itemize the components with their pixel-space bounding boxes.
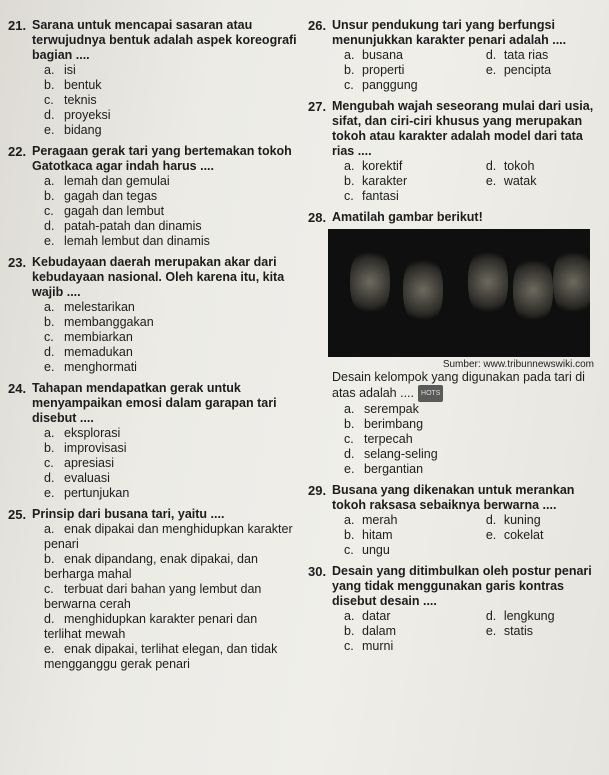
answer-options (344, 513, 604, 558)
photo-caption: Sumber: www.tribunnewswiki.com (442, 359, 594, 370)
option-text: lemah dan gemulai (64, 174, 170, 188)
question-number: 28. (308, 210, 327, 225)
answer-option[interactable] (486, 48, 604, 63)
option-text: pencipta (503, 63, 552, 77)
answer-option[interactable] (486, 174, 604, 189)
option-text: gagah dan tegas (64, 189, 158, 203)
answer-options (344, 159, 604, 204)
option-text: isi (64, 63, 76, 77)
answer-options (344, 402, 604, 477)
answer-option[interactable] (44, 234, 298, 249)
question-28 (308, 210, 604, 477)
answer-option[interactable] (44, 63, 298, 78)
option-letter: b. (44, 441, 55, 455)
option-text: lengkung (503, 609, 555, 623)
option-text: patah-patah dan dinamis (64, 219, 202, 233)
question-text: Busana yang dikenakan untuk merankan tokoh raksasa sebaiknya berwarna .... (332, 483, 575, 512)
option-letter: d. (485, 609, 497, 623)
option-letter: d. (485, 513, 497, 527)
option-text: statis (503, 624, 533, 638)
option-text: dalam (362, 624, 397, 638)
option-text: serempak (364, 402, 419, 416)
option-text: bidang (64, 123, 102, 137)
option-letter: a. (44, 174, 55, 188)
option-letter: a. (44, 63, 55, 77)
option-letter: b. (44, 552, 55, 566)
option-letter: e. (485, 63, 497, 77)
answer-option[interactable] (44, 612, 298, 642)
option-text: evaluasi (64, 471, 110, 485)
option-text: teknis (64, 93, 97, 107)
question-26 (308, 18, 604, 93)
answer-option[interactable] (344, 417, 604, 432)
option-text: membiarkan (64, 330, 133, 344)
option-text: busana (362, 48, 404, 62)
option-letter: d. (344, 447, 355, 461)
dance-photo (328, 229, 590, 357)
question-27 (308, 99, 604, 204)
question-text: Prinsip dari busana tari, yaitu .... (32, 507, 225, 521)
hots-badge: HOTS (418, 385, 443, 402)
option-letter: a. (44, 426, 55, 440)
question-25 (8, 507, 298, 672)
question-number: 24. (8, 381, 27, 396)
option-text: datar (362, 609, 391, 623)
answer-option[interactable] (344, 432, 604, 447)
dancer-figure (513, 255, 553, 325)
option-text: korektif (362, 159, 403, 173)
answer-option[interactable] (486, 609, 604, 624)
question-text: Sarana untuk mencapai sasaran atau terwujudnya bentuk adalah aspek koreografi bagian .... (32, 18, 297, 62)
answer-option[interactable] (486, 543, 604, 558)
answer-option[interactable] (44, 174, 298, 189)
option-text: pertunjukan (64, 486, 130, 500)
answer-option[interactable] (44, 315, 298, 330)
answer-option[interactable] (344, 447, 604, 462)
option-text: memadukan (64, 345, 133, 359)
answer-options (44, 300, 298, 375)
option-text: gagah dan lembut (64, 204, 165, 218)
dancer-figure (403, 255, 443, 325)
option-text: enak dipakai dan menghidupkan karakter penari (44, 522, 293, 551)
option-letter: a. (44, 522, 55, 536)
option-letter: b. (344, 528, 355, 542)
option-letter: e. (344, 462, 355, 476)
option-letter: c. (44, 582, 54, 596)
option-text: cokelat (503, 528, 544, 542)
answer-option[interactable] (486, 78, 604, 93)
answer-option[interactable] (344, 63, 486, 78)
question-23 (8, 255, 298, 375)
answer-option[interactable] (44, 300, 298, 315)
option-letter: b. (344, 624, 355, 638)
answer-option[interactable] (44, 426, 298, 441)
option-letter: d. (44, 612, 55, 626)
option-letter: a. (44, 300, 55, 314)
answer-option[interactable] (44, 471, 298, 486)
answer-option[interactable] (44, 522, 298, 552)
option-letter: c. (44, 456, 54, 470)
answer-option[interactable] (44, 219, 298, 234)
question-number: 27. (308, 99, 327, 114)
answer-options (44, 522, 298, 672)
option-text: berimbang (364, 417, 424, 431)
option-text: kuning (503, 513, 541, 527)
question-text: Tahapan mendapatkan gerak untuk menyampaikan emosi dalam garapan tari disebut .... (32, 381, 277, 425)
option-text: terpecah (364, 432, 413, 446)
option-letter: c. (44, 330, 54, 344)
followup-text: Desain kelompok yang digunakan pada tari di atas adalah .... (332, 370, 585, 400)
dancer-figure (468, 247, 508, 317)
answer-option[interactable] (344, 528, 486, 543)
dancer-figure (350, 247, 390, 317)
option-letter: e. (44, 360, 55, 374)
answer-option[interactable] (344, 462, 604, 477)
option-letter: e. (44, 234, 55, 248)
option-text: selang-seling (364, 447, 438, 461)
option-letter: b. (344, 63, 355, 77)
answer-options (44, 63, 298, 138)
answer-option[interactable] (344, 624, 486, 639)
answer-option[interactable] (486, 624, 604, 639)
question-text: Unsur pendukung tari yang berfungsi menunjukkan karakter penari adalah .... (332, 18, 567, 47)
answer-option[interactable] (44, 486, 298, 501)
answer-option[interactable] (344, 48, 486, 63)
option-text: properti (362, 63, 405, 77)
answer-option[interactable] (344, 543, 486, 558)
answer-option[interactable] (44, 552, 298, 582)
option-text: bergantian (364, 462, 424, 476)
option-letter: d. (485, 48, 497, 62)
question-number: 26. (308, 18, 327, 33)
option-letter: a. (344, 402, 355, 416)
answer-option[interactable] (486, 513, 604, 528)
question-number: 30. (308, 564, 327, 579)
option-letter: b. (44, 189, 55, 203)
option-text: enak dipakai, terlihat elegan, dan tidak mengganggu gerak penari (44, 642, 278, 671)
answer-option[interactable] (44, 582, 298, 612)
option-letter: c. (344, 639, 354, 653)
option-text: enak dipandang, enak dipakai, dan berharga mahal (44, 552, 258, 581)
question-number: 23. (8, 255, 27, 270)
option-letter: a. (344, 159, 355, 173)
option-letter: c. (344, 78, 354, 92)
question-text: Amatilah gambar berikut! (332, 210, 483, 224)
option-letter: c. (344, 189, 354, 203)
option-text: apresiasi (64, 456, 115, 470)
answer-options (44, 426, 298, 501)
option-letter: b. (344, 417, 355, 431)
option-letter: c. (44, 204, 54, 218)
option-letter: c. (344, 543, 354, 557)
option-letter: b. (44, 78, 55, 92)
answer-options (344, 609, 604, 654)
answer-options (344, 48, 604, 93)
answer-option[interactable] (344, 513, 486, 528)
option-text: hitam (362, 528, 393, 542)
option-letter: d. (44, 471, 55, 485)
answer-option[interactable] (44, 642, 298, 672)
dancer-figure (553, 247, 590, 317)
answer-option[interactable] (344, 189, 486, 204)
option-letter: e. (44, 123, 55, 137)
left-column (8, 18, 298, 678)
option-text: murni (362, 639, 394, 653)
answer-option[interactable] (44, 456, 298, 471)
option-text: menghormati (64, 360, 137, 374)
answer-option[interactable] (44, 189, 298, 204)
option-text: proyeksi (64, 108, 111, 122)
option-text: lemah lembut dan dinamis (64, 234, 210, 248)
option-letter: e. (44, 486, 55, 500)
answer-option[interactable] (44, 78, 298, 93)
question-30 (308, 564, 604, 654)
right-column (308, 18, 604, 660)
answer-option[interactable] (344, 78, 486, 93)
answer-option[interactable] (486, 159, 604, 174)
option-letter: d. (485, 159, 497, 173)
answer-option[interactable] (44, 345, 298, 360)
option-letter: e. (44, 642, 55, 656)
answer-option[interactable] (486, 189, 604, 204)
answer-option[interactable] (344, 174, 486, 189)
option-text: improvisasi (64, 441, 127, 455)
option-letter: a. (344, 48, 355, 62)
option-text: menghidupkan karakter penari dan terlihat mewah (44, 612, 258, 641)
answer-option[interactable] (44, 93, 298, 108)
question-29 (308, 483, 604, 558)
answer-option[interactable] (44, 441, 298, 456)
answer-option[interactable] (44, 123, 298, 138)
option-letter: a. (344, 609, 355, 623)
option-text: ungu (362, 543, 390, 557)
question-text: Desain yang ditimbulkan oleh postur penari yang tidak menggunakan garis kontras disebut desain .... (332, 564, 592, 608)
option-letter: e. (485, 528, 497, 542)
answer-options (44, 174, 298, 249)
option-letter: e. (485, 624, 497, 638)
question-number: 29. (308, 483, 327, 498)
answer-option[interactable] (486, 639, 604, 654)
question-followup (332, 370, 604, 402)
question-24 (8, 381, 298, 501)
question-number: 25. (8, 507, 27, 522)
answer-option[interactable] (44, 108, 298, 123)
option-text: watak (503, 174, 537, 188)
answer-option[interactable] (44, 330, 298, 345)
option-text: membanggakan (64, 315, 154, 329)
option-text: terbuat dari bahan yang lembut dan berwarna cerah (44, 582, 262, 611)
option-text: karakter (362, 174, 408, 188)
option-text: tokoh (503, 159, 535, 173)
option-text: fantasi (362, 189, 399, 203)
question-number: 22. (8, 144, 27, 159)
answer-option[interactable] (44, 204, 298, 219)
option-letter: c. (344, 432, 354, 446)
answer-option[interactable] (344, 402, 604, 417)
question-text: Peragaan gerak tari yang bertemakan tokoh Gatotkaca agar indah harus .... (32, 144, 292, 173)
option-text: panggung (362, 78, 418, 92)
question-22 (8, 144, 298, 249)
answer-option[interactable] (486, 63, 604, 78)
option-text: merah (362, 513, 398, 527)
option-letter: c. (44, 93, 54, 107)
option-text: tata rias (503, 48, 549, 62)
question-text: Kebudayaan daerah merupakan akar dari kebudayaan nasional. Oleh karena itu, kita wajib .... (32, 255, 285, 299)
option-letter: e. (485, 174, 497, 188)
option-text: bentuk (64, 78, 102, 92)
option-letter: a. (344, 513, 355, 527)
answer-option[interactable] (44, 360, 298, 375)
answer-option[interactable] (486, 528, 604, 543)
option-letter: b. (344, 174, 355, 188)
answer-option[interactable] (344, 639, 486, 654)
option-letter: d. (44, 108, 55, 122)
question-text: Mengubah wajah seseorang mulai dari usia, sifat, dan ciri-ciri khusus yang merupakan tokoh atau karakter adalah model dari tata rias .... (332, 99, 594, 158)
question-21 (8, 18, 298, 138)
answer-option[interactable] (344, 159, 486, 174)
option-text: eksplorasi (64, 426, 121, 440)
question-number: 21. (8, 18, 27, 33)
option-letter: d. (44, 219, 55, 233)
option-text: melestarikan (64, 300, 135, 314)
option-letter: b. (44, 315, 55, 329)
option-letter: d. (44, 345, 55, 359)
answer-option[interactable] (344, 609, 486, 624)
